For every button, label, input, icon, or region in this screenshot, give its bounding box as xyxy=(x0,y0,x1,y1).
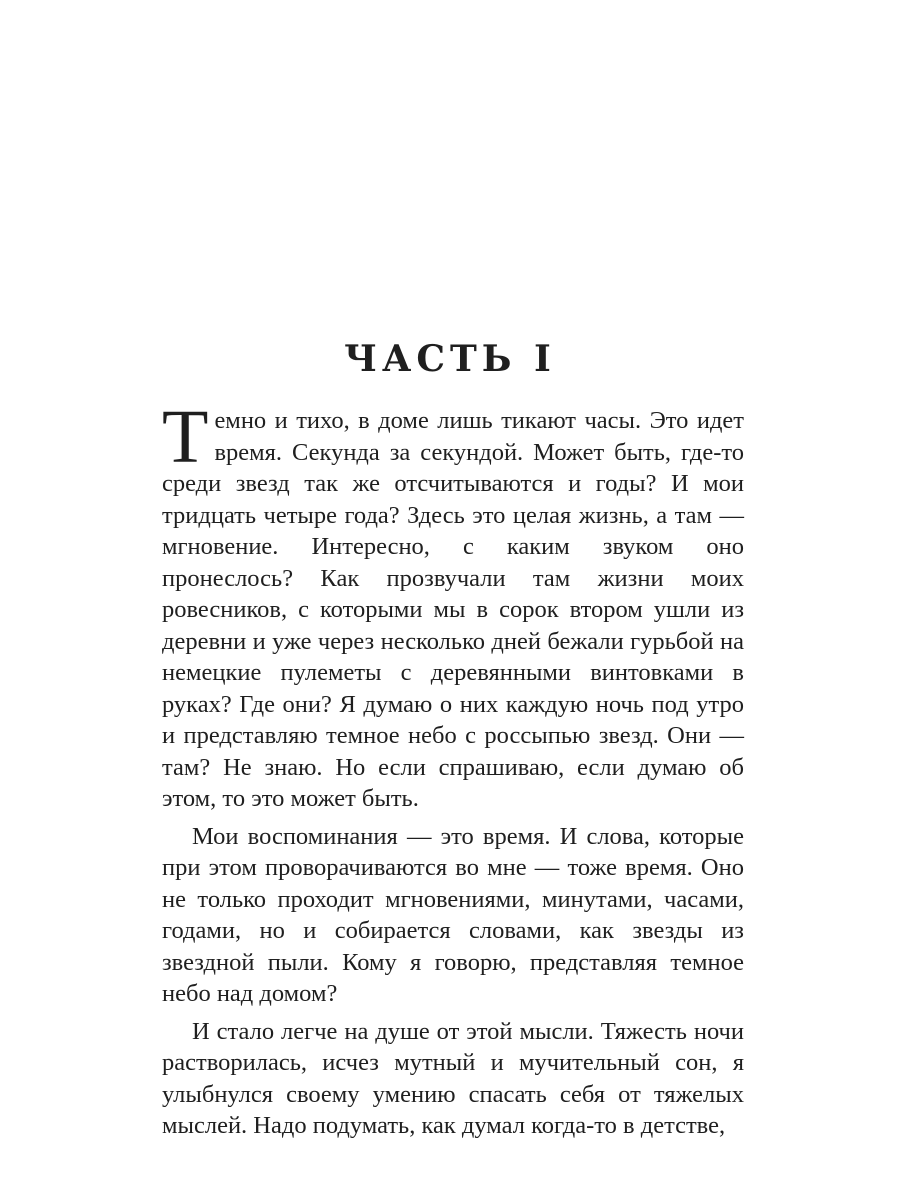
paragraph-1-text: емно и тихо, в доме лишь тикают часы. Это идет время. Секунда за секундой. Может быть, где-то среди звезд так же отсчитываются и годы? И мои тридцать четыре года? Здесь это целая жизнь, а там — мгновение. Интересно, с каким звуком оно пронеслось? Как прозвучали там жизни моих ровесников, с которыми мы в сорок втором ушли из деревни и уже через несколько дней бежали гурьбой на немецкие пулеметы с деревянными винтовками в руках? Где они? Я думаю о них каждую ночь под утро и представляю темное небо с россыпью звезд. Они — там? Не знаю. Но если спрашиваю, если думаю об этом, то это может быть. xyxy=(162,407,744,812)
paragraph-1 xyxy=(162,395,744,815)
paragraph-2: Мои воспоминания — это время. И слова, которые при этом проворачиваются во мне — тоже время. Оно не только проходит мгновениями, минутами, часами, годами, но и собирается словами, как звезды из звездной пыли. Кому я говорю, представляя темное небо над домом? xyxy=(162,822,744,1007)
chapter-title: ЧАСТЬ I xyxy=(344,338,556,380)
paragraph-3: И стало легче на душе от этой мысли. Тяжесть ночи растворилась, исчез мутный и мучительный сон, я улыбнулся своему умению спасать себя от тяжелых мыслей. Надо подумать, как думал когда-то в детстве, xyxy=(162,1017,744,1139)
body-text xyxy=(162,395,744,1142)
drop-cap: Т xyxy=(162,395,209,479)
